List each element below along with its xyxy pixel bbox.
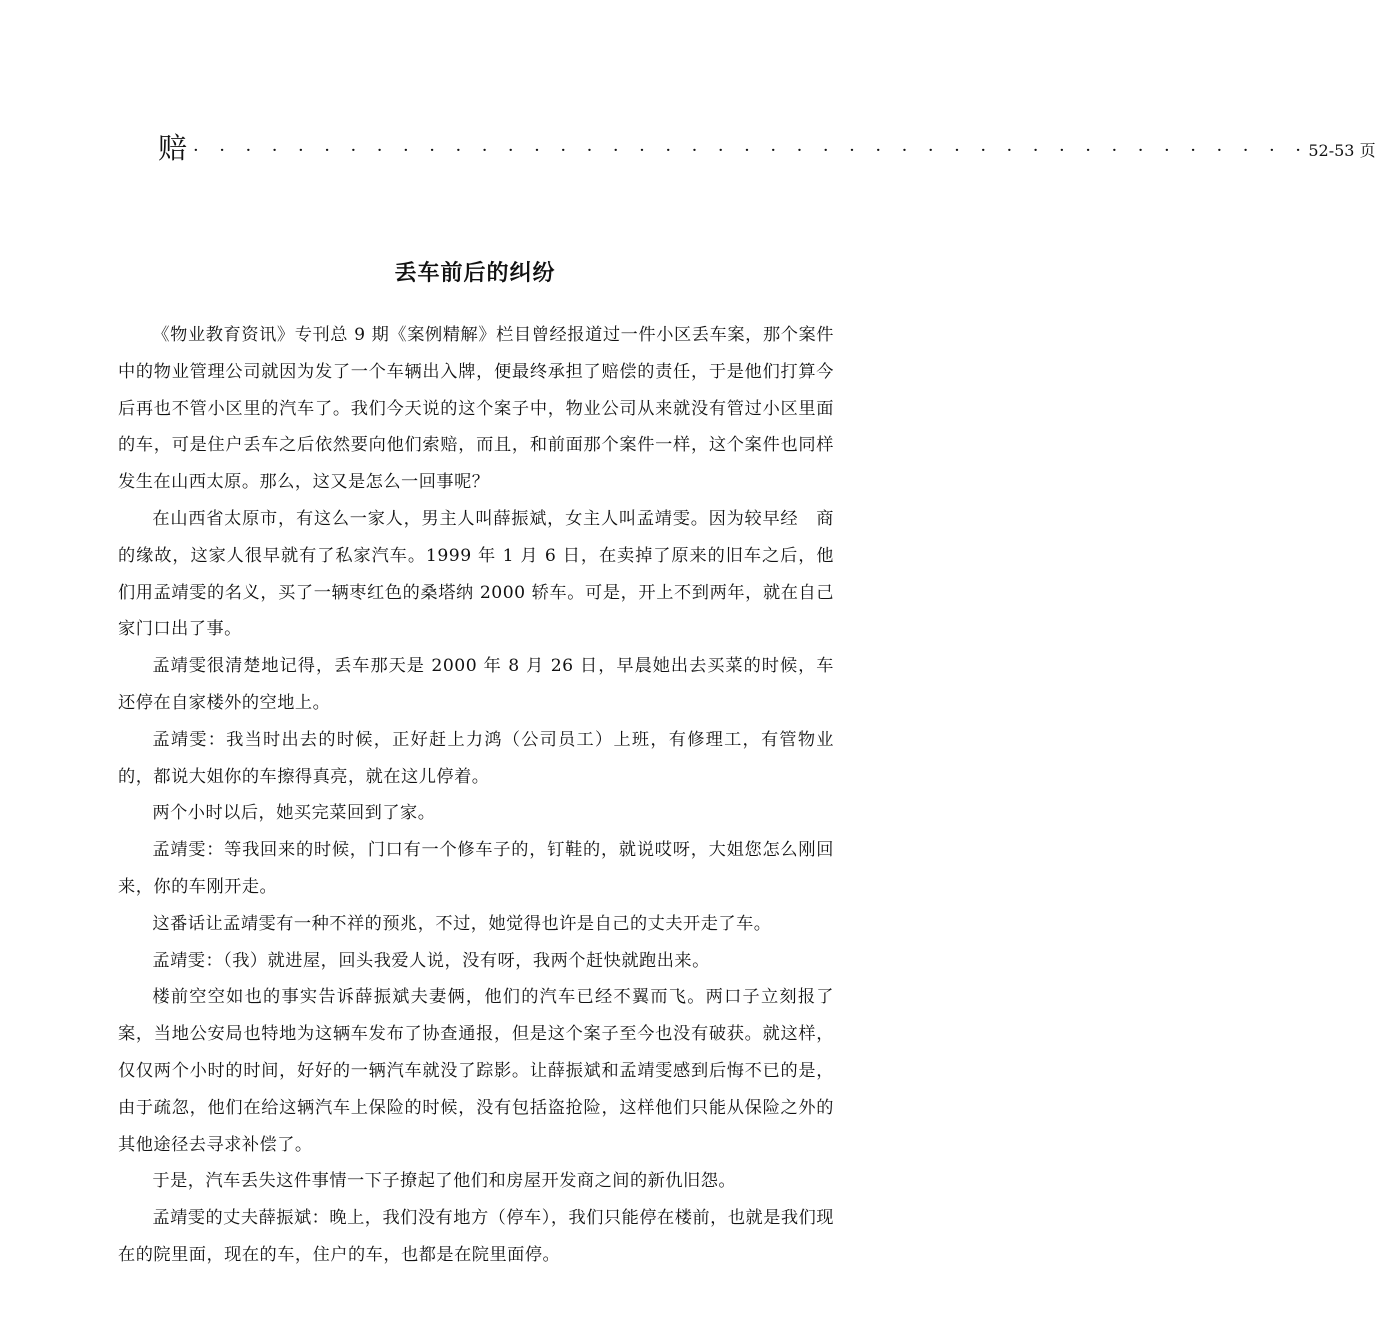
article-title: 丢车前后的纠纷	[394, 260, 556, 286]
paragraph: 这番话让孟靖雯有一种不祥的预兆，不过，她觉得也许是自己的丈夫开走了车。	[152, 913, 772, 934]
paragraph: 孟靖雯很清楚地记得，丢车那天是 2000 年 8 月 26 日，早晨她出去买菜的时候，车还停在自家楼外的空地上。	[118, 656, 834, 713]
paragraph: 楼前空空如也的事实告诉薛振斌夫妻俩，他们的汽车已经不翼而飞。两口子立刻报了案，当地公安局也特地为这辆车发布了协查通报，但是这个案子至今也没有破获。就这样，仅仅两个小时的时间，好好的一辆汽车就没了踪影。让薛振斌和孟靖雯感到后悔不已的是，由于疏忽，他们在给这辆汽车上保险的时候，没有包括盗抢险，这样他们只能从保险之外的其他途径去寻求补偿了。	[118, 987, 834, 1155]
paragraph: 《物业教育资讯》专刊总 9 期《案例精解》栏目曾经报道过一件小区丢车案，那个案件中的物业管理公司就因为发了一个车辆出入牌，便最终承担了赔偿的责任，于是他们打算今后再也不管小区里的汽车了。我们今天说的这个案子中，物业公司从来就没有管过小区里面的车，可是住户丢车之后依然要向他们索赔，而且，和前面那个案件一样，这个案件也同样发生在山西太原。那么，这又是怎么一回事呢？	[118, 325, 834, 493]
paragraph: 两个小时以后，她买完菜回到了家。	[152, 803, 436, 824]
toc-dot-leader: · · · · · · · · · · · · · · · · · · · · · · · · · · · · · · · · · · · · · · · · · · ·	[193, 140, 1309, 161]
toc-entry	[158, 128, 1376, 168]
paragraph: 于是，汽车丢失这件事情一下子撩起了他们和房屋开发商之间的新仇旧怨。	[152, 1171, 737, 1192]
paragraph: 在山西省太原市，有这么一家人，男主人叫薛振斌，女主人叫孟靖雯。因为较早经 商的缘故，这家人很早就有了私家汽车。1999 年 1 月 6 日，在卖掉了原来的旧车之后，他们用孟靖雯的名义，买了一辆枣红色的桑塔纳 2000 轿车。可是，开上不到两年，就在自己家门口出了事。	[118, 508, 834, 640]
toc-entry-text: 赔	[158, 131, 188, 165]
paragraph: 孟靖雯：（我）就进屋，回头我爱人说，没有呀，我两个赶快就跑出来。	[152, 950, 710, 971]
paragraph: 孟靖雯的丈夫薛振斌：晚上，我们没有地方（停车），我们只能停在楼前，也就是我们现在的院里面，现在的车，住户的车，也都是在院里面停。	[118, 1208, 834, 1265]
paragraph: 孟靖雯：我当时出去的时候，正好赶上力鸿（公司员工）上班，有修理工，有管物业的，都说大姐你的车擦得真亮，就在这儿停着。	[118, 729, 834, 787]
article-body	[118, 317, 834, 1274]
paragraph: 孟靖雯：等我回来的时候，门口有一个修车子的，钉鞋的，就说哎呀，大姐您怎么刚回来，你的车刚开走。	[118, 840, 834, 897]
toc-page-reference: 52-53 页	[1308, 141, 1376, 160]
